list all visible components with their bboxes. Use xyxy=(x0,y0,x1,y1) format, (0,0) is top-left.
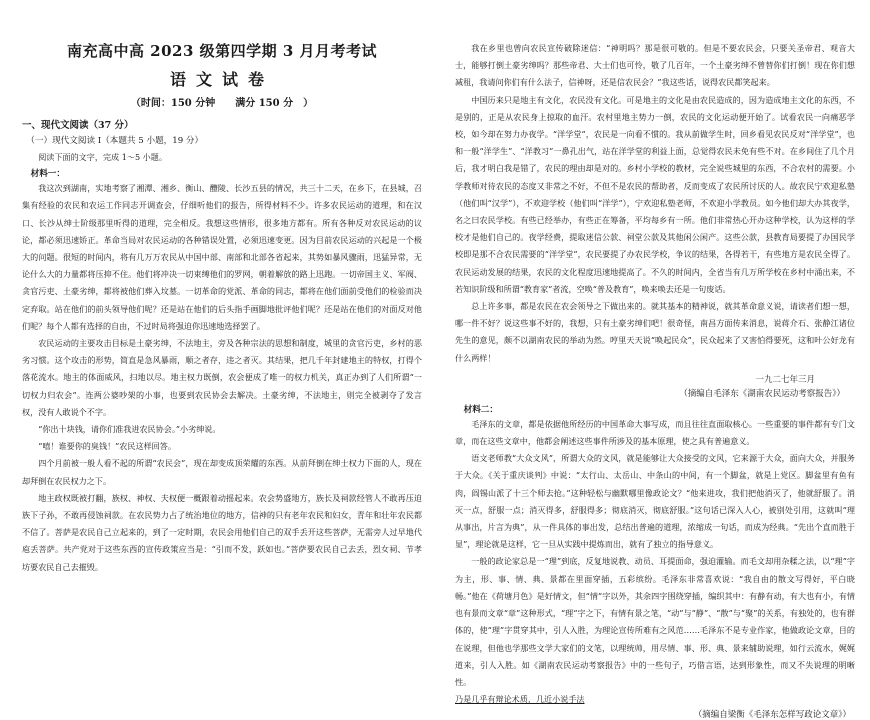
paragraph: 我这次到湖南，实地考察了湘潭、湘乡、衡山、醴陵、长沙五县的情况，共三十二天，在乡下，在县城，召集有经验的农民和农运工作同志开调查会，仔细听他们的报告，所得材料不少。许多农民运动的道理，和在汉口、长沙从绅士阶级那里听得的道理，完全相反。我想这些情形，很多地方都有。所有各种反对农民运动的议论，都必须迅速矫正。革命当局对农民运动的各种错误处置，必须迅速变更。因为目前农民运动的兴起是一个极大的问题。很短的时间内，将有几万万农民从中国中部、南部和北部各省起来，其势如暴风骤雨，迅猛异常，无论什么大的力量都将压抑不住。他们将冲决一切束缚他们的罗网，朝着解放的路上迅跑。一切帝国主义、军阀、贪官污吏、土豪劣绅，都将被他们葬入坟墓。一切革命的党派、革命的同志，都将在他们面前受他们的检验而决定弃取。站在他们的前头领导他们呢？还是站在他们的后头指手画脚地批评他们呢？还是站在他们的对面反对他们呢？每个人都有选择的自由，不过时局将强迫你迅速地选择罢了。 xyxy=(22,183,422,331)
paragraph: 中国历来只是地主有文化，农民没有文化。可是地主的文化是由农民造成的，因为造成地主文化的东西，不是别的，正是从农民身上掠取的血汗。农村里地主势力一倒，农民的文化运动便开始了。试看农民一向痛恶学校，如今却在努力办夜学。“洋学堂”，农民是一向看不惯的。我从前做学生时，回乡看见农民反对“洋学堂”，也和一般“洋学生”、“洋教习”一鼻孔出气，站在洋学堂的利益上面，总觉得农民未免有些不对。在乡间住了几个月后，我才明白我是错了，农民的理由却是对的。乡村小学校的教材，完全说些城里的东西，不合农村的需要。小学教师对待农民的态度又非常之不好，不但不是农民的帮助者，反而变成了农民所讨厌的人。故农民宁欢迎私塾（他们叫“汉学”），不欢迎学校（他们叫“洋学”），宁欢迎私塾老师，不欢迎小学教员。如今他们却大办其夜学，名之曰农民学校。有些已经举办，有些正在筹备，平均每乡有一所。他们非常热心开办这种学校，认为这样的学校才是他们自己的。夜学经费，提取迷信公款、祠堂公款及其他闲公闲产。这些公款，县教育局要提了办国民学校即是那不合农民需要的“洋学堂”，农民要提了办农民学校，争议的结果，各得若干，有些地方是农民全得了。农民运动发展的结果，农民的文化程度迅速地提高了。不久的时间内，全省当有几万所学校在乡村中涌出来，不若知识阶级和所谓“教育家”者流，空唤“普及教育”，唤来唤去还是一句废话。 xyxy=(455,94,855,294)
section-heading: 一、现代文阅读（37 分） xyxy=(22,120,134,131)
material-1-date: 一九二七年三月 xyxy=(755,374,815,385)
sub-heading: （一）现代文阅读 I（本题共 5 小题，19 分） xyxy=(26,136,204,146)
time-score-info: （时间：150 分钟 满分 150 分 ） xyxy=(130,98,314,109)
paragraph: 地主政权既被打翻，族权、神权、夫权便一概跟着动摇起来。农会势盛地方，族长及祠款经管人不敢再压迫族下子孙，不敢再侵蚀祠款。在农民势力占了统治地位的地方，信神的只有老年农民和妇女，青年和壮年农民都不信了。菩萨是农民自己立起来的，到了一定时期，农民会用他们自己的双手丢开这些菩萨，无需旁人过早地代庖丢菩萨。共产党对于这些东西的宣传政策应当是：“引而不发，跃如也。”菩萨要农民自己去丢，烈女祠、节孝坊要农民自己去摧毁。 xyxy=(22,492,422,572)
paragraph: 农民运动的主要攻击目标是土豪劣绅，不法地主，旁及各种宗法的思想和制度，城里的贪官污吏，乡村的恶劣习惯。这个攻击的形势，简直是急风暴雨，顺之者存，违之者灭。其结果，把几千年封建地主的特权，打得个落花流水。地主的体面威风，扫地以尽。地主权力既倒，农会便成了唯一的权力机关，真正办到了人们所谓“一切权力归农会”。连两公婆吵架的小事，也要到农民协会去解决。土豪劣绅，不法地主，则完全被剥夺了发言权，没有人敢说个不字。 xyxy=(22,338,422,417)
paragraph: 我在乡里也曾向农民宣传破除迷信：“神明吗？那是很可敬的。但是不要农民会，只要关圣帝君、观音大士，能够打倒土豪劣绅吗？那些帝君、大士们也可怜，敬了几百年，一个土豪劣绅不曾替你们打倒！现在你们想减租，我请问你们有什么法子，信神呀，还是信农民会？”我这些话，说得农民都笑起来。 xyxy=(455,43,855,88)
paragraph: 一般的政论家总是一“理”到底，反复地说教、动员、耳提面命，强迫灌输。而毛文却用杂糅之法，以“理”字为主，形、事、情、典、景都在里面穿插，五彩缤纷。毛泽东非常喜欢说：“我自由的散文写得好，平白晓畅。”他在《荷塘月色》是好情文，但“情”字以外，其余四字围绕穿插，编织其中：有静有动，有大也有小，有情也有景而文章“章”这种形式，“理”字之下，有情有景之笔，“动”与“静”、“散”与“聚”的关系，有独处的，也有群体的，使“理”字贯穿其中，引人入胜，为理论宣传所难有之风范……毛泽东不是专业作家，他做政论文章，目的在说理，但他也学那些文学大家们的文笔，以理统帅，用尽情、事、形、典、景来辅助说理，如行云流水，娓娓道来，引人入胜。如《湖南农民运动考察报告》中的一些句子，巧借言语，达到形象性，而又不失说理的明晰性。 xyxy=(455,556,855,687)
material-2-source: （摘编自梁衡《毛泽东怎样写政论文章》） xyxy=(693,710,851,720)
paragraph: 毛泽东的文章，都是依据他所经历的中国革命大事写成，而且往往直面取核心。一些重要的事件都有专门文章，而在这些文章中，他都会阐述这些事件所涉及的基本原理，使之具有普遍意义。 xyxy=(455,418,855,447)
paragraph: 语文老师教“大众文风”，所谓大众的文风，就是能够让大众接受的文风，它来源于大众，面向大众，并服务于大众。《关于重庆谈判》中说：“太行山、太岳山、中条山的中间，有一个脚盆，就是上党区。脚盆里有鱼有肉，阎锡山派了十三个师去抢。”这种轻松与幽默哪里像政论文？“他来进攻，我们把他消灭了，他就舒服了。消灭一点，舒服一点；消灭得多，舒服得多；彻底消灭，彻底舒服。”这句话已深入人心，被别处引用，这就叫“理从事出，片言为典”，从一件具体的事出发，总结出普遍的道理，浓缩成一句话，而成为经典。“先出个直而胜于显”，理论就是这样，它一旦从实践中提炼而出，就有了独立的指导意义。 xyxy=(455,453,855,550)
paragraph: 总上许多事，都是农民在农会领导之下做出来的。就其基本的精神说，就其革命意义说，请读者们想一想，哪一件不好？说这些事不好的，我想，只有土豪劣绅们吧！很奇怪，南昌方面传来消息，说蒋介石、张静江诸位先生的意见，颇不以湖南农民的举动为然。哼里天天说“唤起民众”，民众起来了又害怕得要死，这和叶公好龙有什么两样！ xyxy=(455,301,855,363)
material-2-label: 材料二： xyxy=(463,404,498,415)
material-1-label: 材料一： xyxy=(30,169,65,180)
material-1-source: （摘编自毛泽东《湖南农民运动考察报告》） xyxy=(679,388,845,399)
paragraph: 四个月前被一般人看不起的所谓“农民会”，现在却变成顶荣耀的东西。从前拜倒在绅士权力下面的人，现在却拜倒在农民权力之下。 xyxy=(22,458,422,486)
paragraph: “你出十块钱，请你们准我进农民协会。”小劣绅说。 xyxy=(38,424,221,435)
paragraph: “嘻！谁要你的臭钱！”农民这样回答。 xyxy=(38,441,176,452)
left-column xyxy=(22,40,422,576)
underlined-text: 乃是几乎有辩论术质，几近小说手法 xyxy=(455,694,585,705)
exam-title: 南充高中高 2023 级第四学期 3 月月考考试 xyxy=(66,42,378,60)
underlined-line xyxy=(455,691,855,708)
instruction: 阅读下面的文字，完成 1～5 小题。 xyxy=(38,152,167,162)
subject-title: 语文试卷 xyxy=(169,70,274,89)
right-column xyxy=(455,40,855,720)
